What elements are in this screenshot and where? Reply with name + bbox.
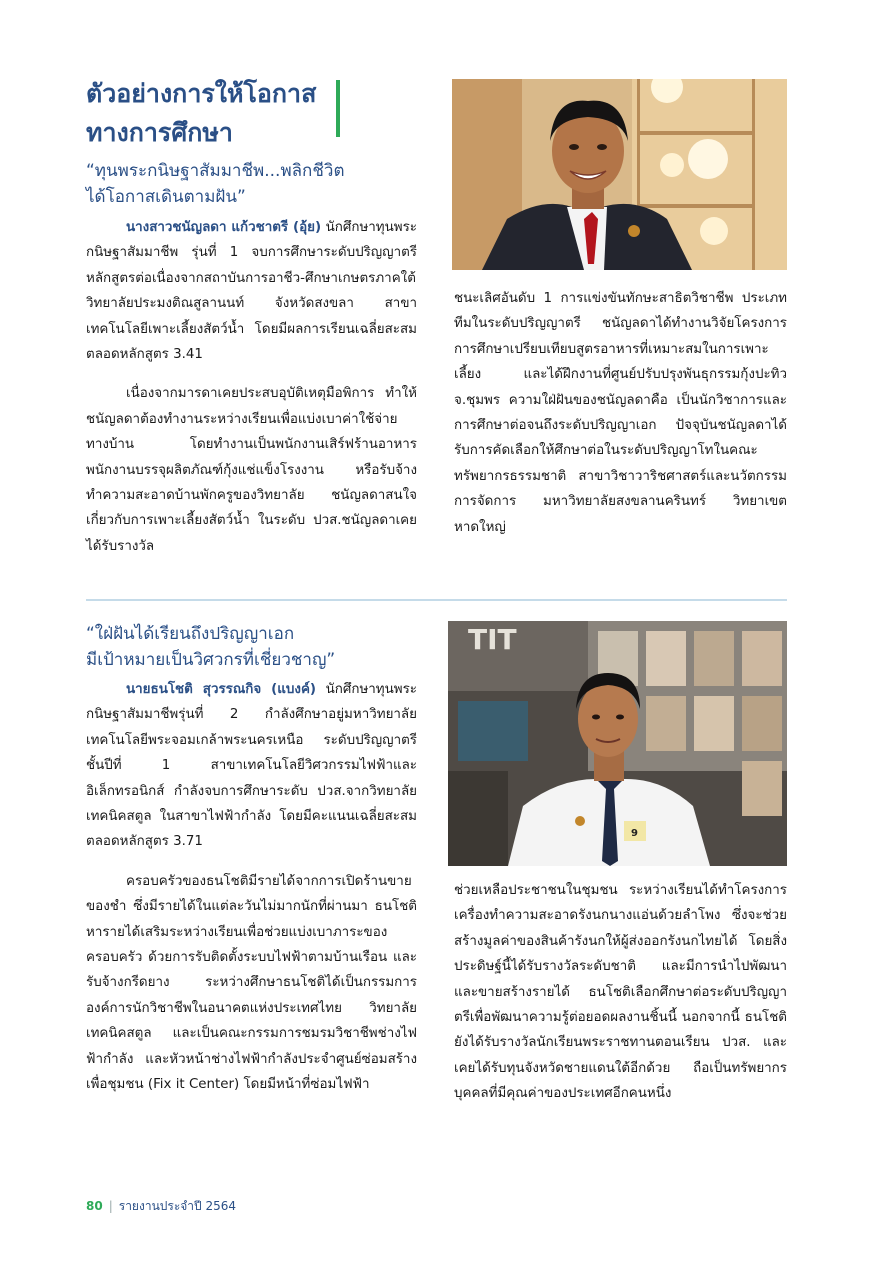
student-photo-2 xyxy=(448,621,787,866)
report-title: รายงานประจำปี 2564 xyxy=(118,1199,237,1213)
story1-left-column xyxy=(86,215,417,559)
story2-quote-line1: “ใฝ่ฝันได้เรียนถึงปริญญาเอก xyxy=(86,624,295,644)
story2-paragraph-2 xyxy=(86,869,417,1098)
svg-text:TIT: TIT xyxy=(468,623,517,656)
story1-right-column xyxy=(454,286,787,540)
story2-left-column xyxy=(86,677,417,1098)
story2-quote-line2: มีเป้าหมายเป็นวิศวกรที่เชี่ยวชาญ” xyxy=(86,650,336,670)
story1-quote-line2: ได้โอกาสเดินตามฝัน” xyxy=(86,187,246,207)
story2-right-column xyxy=(454,878,787,1107)
story1-student-name: นางสาวชนัญลดา แก้วชาตรี (อุ้ย) xyxy=(126,220,322,235)
title-accent-bar xyxy=(336,80,340,137)
story1-paragraph-2-text: เนื่องจากมารดาเคยประสบอุบัติเหตุมือพิการ ทำให้ชนัญลดาต้องทำงานระหว่างเรียนเพื่อแบ่งเบาค่าใช้จ่ายทางบ้าน โดยทำงานเป็นพนักงานเสิร์ฟร้านอาหาร พนักงานบรรจุผลิตภัณฑ์กุ้งแช่แข็งโรงงาน หรือรับจ้างทำความสะอาดบ้านพักครูของวิทยาลัย ชนัญลดาสนใจเกี่ยวกับการเพาะเลี้ยงสัตว์น้ำ ในระดับ ปวส.ชนัญลดาเคยได้รับรางวัล xyxy=(86,386,417,554)
story1-paragraph-1 xyxy=(86,215,417,367)
story2-paragraph-1 xyxy=(86,677,417,855)
name-badge-number: 9 xyxy=(631,828,638,839)
story1-quote-line1: “ทุนพระกนิษฐาสัมมาชีพ...พลิกชีวิต xyxy=(86,161,345,181)
story1-quote xyxy=(86,158,417,210)
story1-paragraph-2 xyxy=(86,381,417,559)
story1-paragraph-1-text: นักศึกษาทุนพระกนิษฐาสัมมาชีพ รุ่นที่ 1 จบการศึกษาระดับปริญญาตรีหลักสูตรต่อเนื่องจากสถาบันการอาชีว-ศึกษาเกษตรภาคใต้ วิทยาลัยประมงติณสูลานนท์ จังหวัดสงขลา สาขาเทคโนโลยีเพาะเลี้ยงสัตว์น้ำ โดยมีผลการเรียนเฉลี่ยสะสมตลอดหลักสูตร 3.41 xyxy=(86,220,417,363)
story1-paragraph-3: ชนะเลิศอันดับ 1 การแข่งขันทักษะสาธิตวิชาชีพ ประเภททีมในระดับปริญญาตรี ชนัญลดาได้ทำงานวิจัยโครงการการศึกษาเปรียบเทียบสูตรอาหารที่เหมาะสมในการเพาะเลี้ยง และได้ฝึกงานที่ศูนย์ปรับปรุงพันธุกรรมกุ้งปะทิว จ.ชุมพร ความใฝ่ฝันของชนัญลดาคือ เป็นนักวิชาการและการศึกษาต่อจนถึงระดับปริญญาเอก ปัจจุบันชนัญลดาได้รับการคัดเลือกให้ศึกษาต่อในระดับปริญญาโทในคณะทรัพยากรธรรมชาติ สาขาวิชาวาริชศาสตร์และนวัตกรรมการจัดการ มหาวิทยาลัยสงขลานครินทร์ วิทยาเขตหาดใหญ่ xyxy=(454,291,787,535)
section-divider xyxy=(86,599,787,601)
section-title: ตัวอย่างการให้โอกาสทางการศึกษา xyxy=(86,79,317,147)
page-number: 80 xyxy=(86,1199,103,1213)
student-photo-1 xyxy=(452,79,787,270)
story2-student-name: นายธนโชติ สุวรรณกิจ (แบงค์) xyxy=(126,682,317,697)
story2-paragraph-2-text: ครอบครัวของธนโชติมีรายได้จากการเปิดร้านขายของชำ ซึ่งมีรายได้ในแต่ละวันไม่มากนักที่ผ่านมา ธนโชติหารายได้เสริมระหว่างเรียนเพื่อช่วยแบ่งเบาภาระของครอบครัว ด้วยการรับติดตั้งระบบไฟฟ้าตามบ้านเรือน และรับจ้างกรีดยาง ระหว่างศึกษาธนโชติได้เป็นกรรมการองค์การนักวิชาชีพในอนาคตแห่งประเทศไทย วิทยาลัยเทคนิคสตูล และเป็นคณะกรรมการชมรมวิชาชีพช่างไฟฟ้ากำลัง และหัวหน้าช่างไฟฟ้ากำลังประจำศูนย์ซ่อมสร้างเพื่อชุมชน (Fix it Center) โดยมีหน้าที่ซ่อมไฟฟ้า xyxy=(86,873,417,1093)
story2-paragraph-3: ช่วยเหลือประชาชนในชุมชน ระหว่างเรียนได้ทำโครงการเครื่องทำความสะอาดรังนกนางแอ่นด้วยลำโพง ซึ่งจะช่วยสร้างมูลค่าของสินค้ารังนกให้ผู้ส่งออกรังนกไทยได้ โดยสิ่งประดิษฐ์นี้ได้รับรางวัลระดับชาติ และมีการนำไปพัฒนาและขายสร้างรายได้ ธนโชติเลือกศึกษาต่อระดับปริญญาตรีเพื่อพัฒนาความรู้ต่อยอดผลงานชิ้นนี้ นอกจากนี้ ธนโชติยังได้รับรางวัลนักเรียนพระราชทานตอนเรียน ปวส. และเคยได้รับทุนจังหวัดชายแดนใต้อีกด้วย ถือเป็นทรัพยากรบุคคลที่มีคุณค่าของประเทศอีกคนหนึ่ง xyxy=(454,883,787,1102)
footer-separator: | xyxy=(108,1199,113,1213)
page-footer xyxy=(86,1198,236,1214)
story2-quote xyxy=(86,621,417,673)
story2-paragraph-1-text: นักศึกษาทุนพระกนิษฐาสัมมาชีพรุ่นที่ 2 กำลังศึกษาอยู่มหาวิทยาลัยเทคโนโลยีพระจอมเกล้าพระนครเหนือ ระดับปริญญาตรี ชั้นปีที่ 1 สาขาเทคโนโลยีวิศวกรรมไฟฟ้าและอิเล็กทรอนิกส์ กำลังจบการศึกษาระดับ ปวส.จากวิทยาลัยเทคนิคสตูล ในสาขาไฟฟ้ากำลัง โดยมีคะแนนเฉลี่ยสะสมตลอดหลักสูตร 3.71 xyxy=(86,682,417,850)
